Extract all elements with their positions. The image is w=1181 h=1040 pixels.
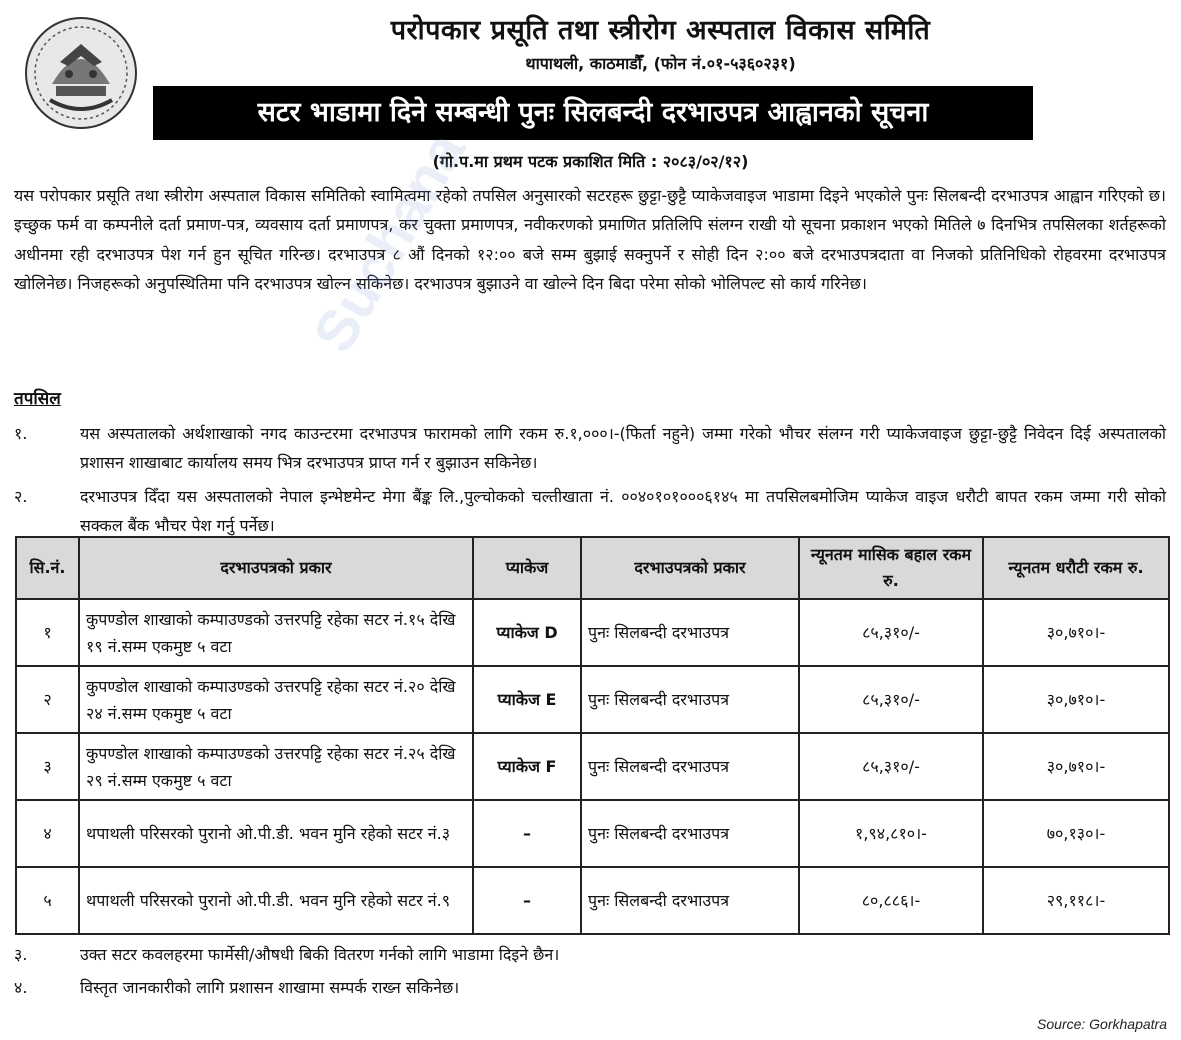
table-row: [16, 666, 1169, 733]
table-row: [16, 599, 1169, 666]
section-title-tapsil: तपसिल: [14, 389, 61, 409]
cell-serial: ३: [16, 733, 79, 800]
cell-bid-type: पुनः सिलबन्दी दरभाउपत्र: [581, 800, 799, 867]
condition-text: यस अस्पतालको अर्थशाखाको नगद काउन्टरमा दरभाउपत्र फारामको लागि रकम रु.१,०००।-(फिर्ता नहुने) जम्मा गरेको भौचर संलग्न गरी प्याकेजवाइज छुट्टा-छुट्टै निवेदन दिई अस्पतालको प्रशासन शाखाबाट कार्यालय समय भित्र दरभाउपत्र प्राप्त गर्न र बुझाउन सकिनेछ।: [80, 424, 1166, 472]
condition-text: उक्त सटर कवलहरमा फार्मेसी/औषधी बिकी वितरण गर्नको लागि भाडामा दिइने छैन।: [80, 945, 560, 964]
condition-number: १.: [14, 424, 28, 443]
nepal-government-emblem-icon: [22, 14, 140, 132]
cell-min-rent: ८५,३१०/-: [799, 733, 983, 800]
watermark-text: Suchana: [300, 121, 479, 363]
condition-text: विस्तृत जानकारीको लागि प्रशासन शाखामा सम्पर्क राख्न सकिनेछ।: [80, 978, 460, 997]
header-bid-type: दरभाउपत्रको प्रकार: [581, 537, 799, 599]
cell-min-deposit: ३०,७१०।-: [983, 733, 1169, 800]
source-credit: Source: Gorkhapatra: [1037, 1016, 1167, 1032]
cell-min-rent: १,९४,८१०।-: [799, 800, 983, 867]
header-min-rent: न्यूनतम मासिक बहाल रकम रु.: [799, 537, 983, 599]
condition-number: ३.: [14, 945, 28, 964]
cell-package: –: [473, 800, 581, 867]
table-row: [16, 867, 1169, 934]
cell-bid-type: पुनः सिलबन्दी दरभाउपत्र: [581, 733, 799, 800]
cell-serial: ५: [16, 867, 79, 934]
cell-serial: ४: [16, 800, 79, 867]
header-description: दरभाउपत्रको प्रकार: [79, 537, 473, 599]
cell-bid-type: पुनः सिलबन्दी दरभाउपत्र: [581, 867, 799, 934]
cell-package: प्याकेज F: [473, 733, 581, 800]
header-min-deposit: न्यूनतम धरौटी रकम रु.: [983, 537, 1169, 599]
condition-number: २.: [14, 487, 28, 506]
cell-min-rent: ८५,३१०/-: [799, 666, 983, 733]
cell-package: प्याकेज E: [473, 666, 581, 733]
cell-min-deposit: ३०,७१०।-: [983, 599, 1169, 666]
organization-name: परोपकार प्रसूति तथा स्त्रीरोग अस्पताल विकास समिति: [390, 15, 931, 46]
cell-package: प्याकेज D: [473, 599, 581, 666]
cell-description: कुपण्डोल शाखाको कम्पाउण्डको उत्तरपट्टि रहेका सटर नं.१५ देखि १९ नं.सम्म एकमुष्ट ५ वटा: [79, 599, 473, 666]
cell-bid-type: पुनः सिलबन्दी दरभाउपत्र: [581, 599, 799, 666]
condition-text: दरभाउपत्र दिँदा यस अस्पतालको नेपाल इन्भेष्टमेन्ट मेगा बैंङ्क लि.,पुल्चोकको चल्तीखाता नं. ००४०१०१०००६१४५ मा तपसिलबमोजिम प्याकेज वाइज धरौटी बापत रकम जम्मा गरी सोको सक्कल बैंक भौचर पेश गर्नु पर्नेछ।: [80, 487, 1166, 535]
cell-min-deposit: ७०,१३०।-: [983, 800, 1169, 867]
table-row: [16, 800, 1169, 867]
publication-date: (गो.प.मा प्रथम पटक प्रकाशित मिति : २०८३/०२/१२): [432, 152, 749, 171]
cell-serial: २: [16, 666, 79, 733]
cell-min-deposit: ३०,७१०।-: [983, 666, 1169, 733]
cell-description: कुपण्डोल शाखाको कम्पाउण्डको उत्तरपट्टि रहेका सटर नं.२० देखि २४ नं.सम्म एकमुष्ट ५ वटा: [79, 666, 473, 733]
table-header-row: [16, 537, 1169, 599]
condition-number: ४.: [14, 978, 28, 997]
cell-description: थपाथली परिसरको पुरानो ओ.पी.डी. भवन मुनि रहेको सटर नं.३: [79, 800, 473, 867]
cell-description: थपाथली परिसरको पुरानो ओ.पी.डी. भवन मुनि रहेको सटर नं.९: [79, 867, 473, 934]
cell-min-rent: ८५,३१०/-: [799, 599, 983, 666]
cell-min-rent: ८०,८८६।-: [799, 867, 983, 934]
header-serial: सि.नं.: [16, 537, 79, 599]
cell-description: कुपण्डोल शाखाको कम्पाउण्डको उत्तरपट्टि रहेका सटर नं.२५ देखि २९ नं.सम्म एकमुष्ट ५ वटा: [79, 733, 473, 800]
header-package: प्याकेज: [473, 537, 581, 599]
cell-bid-type: पुनः सिलबन्दी दरभाउपत्र: [581, 666, 799, 733]
organization-address: थापाथली, काठमाडौँ, (फोन नं.०१-५३६०२३१): [525, 54, 796, 73]
shutter-rental-table: [15, 536, 1170, 935]
cell-min-deposit: २९,११८।-: [983, 867, 1169, 934]
cell-serial: १: [16, 599, 79, 666]
cell-package: –: [473, 867, 581, 934]
notice-body-paragraph: यस परोपकार प्रसूति तथा स्त्रीरोग अस्पताल विकास समितिको स्वामित्वमा रहेको तपसिल अनुसारको सटरहरू छुट्टा-छुट्टै प्याकेजवाइज भाडामा दिइने भएकोले पुनः सिलबन्दी दरभाउपत्र आह्वान गरिएको छ। इच्छुक फर्म वा कम्पनीले दर्ता प्रमाण-पत्र, व्यवसाय दर्ता प्रमाणपत्र, कर चुक्ता प्रमाणपत्र, नवीकरणको प्रमाणित प्रतिलिपि संलग्न राखी यो सूचना प्रकाशन भएको मितिले ७ दिनभित्र तपसिलका शर्तहरूको अधीनमा रही दरभाउपत्र पेश गर्न हुन सूचित गरिन्छ। दरभाउपत्र ८ औं दिनको १२:०० बजे सम्म बुझाई सक्नुपर्ने र सोही दिन २:०० बजे दरभाउपत्रदाता वा निजको प्रतिनिधिको रोहवरमा दरभाउपत्र खोलिनेछ। निजहरूको अनुपस्थितिमा पनि दरभाउपत्र खोल्न सकिनेछ। दरभाउपत्र बुझाउने वा खोल्ने दिन बिदा परेमा सोको भोलिपल्ट सो कार्य गरिनेछ।: [14, 186, 1166, 294]
notice-title-banner: सटर भाडामा दिने सम्बन्धी पुनः सिलबन्दी दरभाउपत्र आह्वानको सूचना: [153, 86, 1033, 140]
table-row: [16, 733, 1169, 800]
